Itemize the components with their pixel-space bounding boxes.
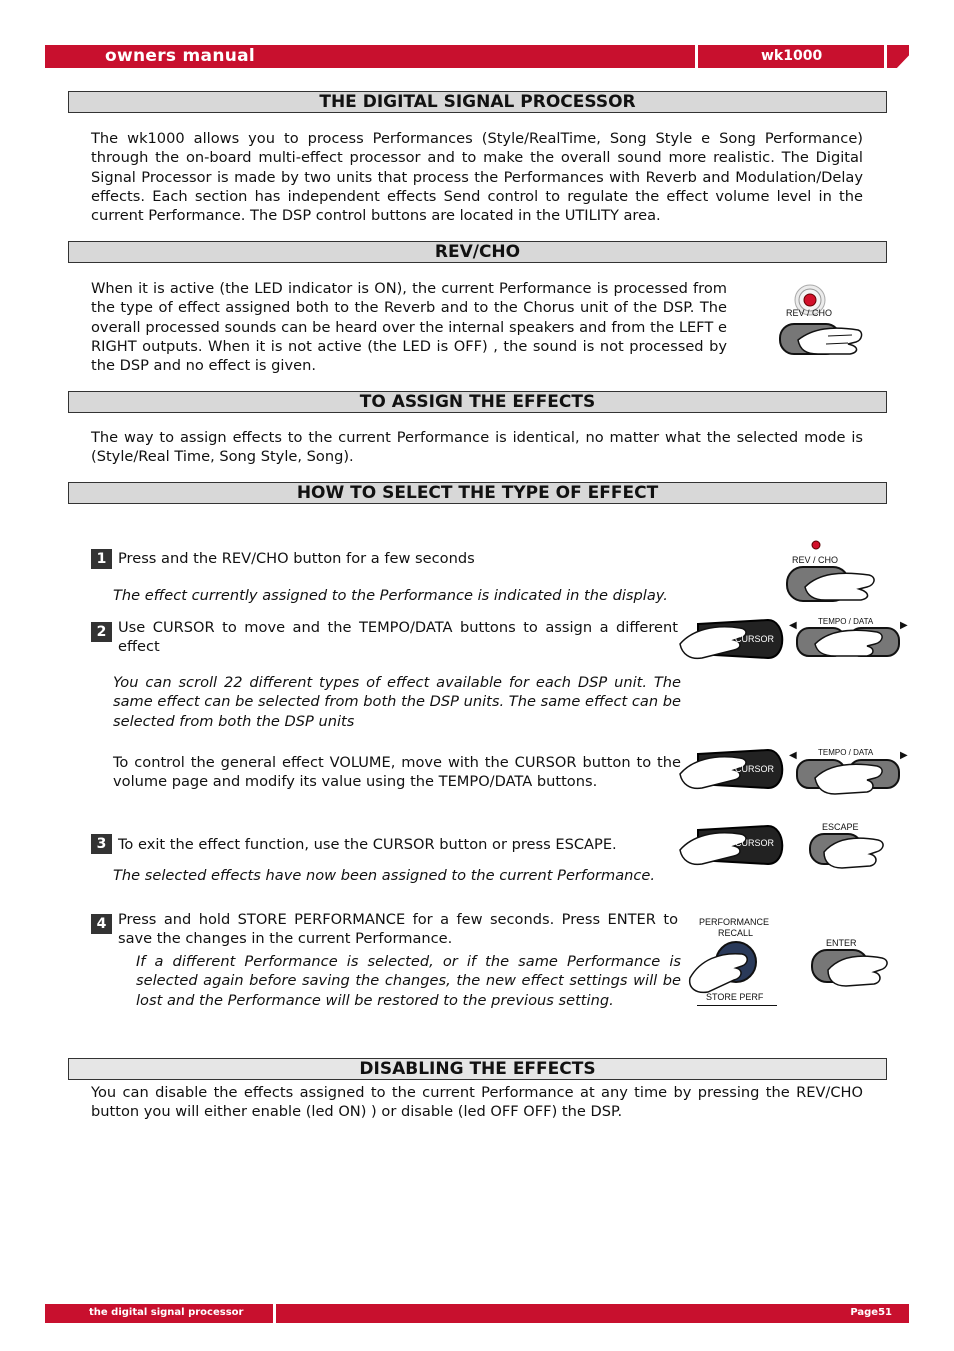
- model-name: wk1000: [761, 48, 823, 64]
- step-number-1: 1: [91, 549, 112, 569]
- tempo-data-label: TEMPO / DATA: [818, 748, 874, 757]
- press-hand-icon: [778, 320, 868, 360]
- footer-page-bar: [276, 1304, 909, 1323]
- step-1-text: Press and the REV/CHO button for a few seconds: [118, 550, 475, 567]
- revcho-press-hand-icon: [785, 565, 881, 605]
- enter-label: ENTER: [826, 938, 857, 948]
- model-bar: [698, 45, 884, 68]
- corner-tab: [887, 45, 909, 68]
- recall-label: RECALL: [718, 928, 754, 938]
- header-bar: [45, 45, 695, 68]
- led-on-icon: [811, 540, 821, 550]
- cursor-label: CURSOR: [735, 634, 775, 644]
- footer-section-label: the digital signal processor: [89, 1307, 244, 1318]
- dsp-intro-text: The wk1000 allows you to process Performances (Style/RealTime, Song Style e Song Performance) through the on-board multi-effect processor and to make the overall sound more realistic. The Digital Signal Processor is made by two units that process the Performances with Reverb and Modulation/Delay effects. Each section has independent effects Send control to regulate the effect volume level in the current Performance. The DSP control buttons are located in the UTILITY area.: [91, 130, 863, 225]
- revcho-label: REV / CHO: [786, 308, 833, 318]
- step-4-note: If a different Performance is selected, or if the same Performance is selected again before saving the changes, the new effect settings will be lost and the Performance will be restored to the previous setting.: [136, 953, 681, 1009]
- tempo-data-label: TEMPO / DATA: [818, 617, 874, 626]
- escape-label: ESCAPE: [822, 822, 859, 832]
- revcho-text: When it is active (the LED indicator is ON), the current Performance is processed from the type of effect assigned both to the Reverb and to the Chorus unit of the DSP. The overall processed sounds can be heard over the internal speakers and from the LEFT e RIGHT outputs. When it is not active (the LED is OFF) , the sound is not processed by the DSP and no effect is given.: [91, 280, 727, 375]
- left-arrow-icon: ◀: [789, 750, 797, 761]
- escape-press-hand-icon: [808, 832, 890, 872]
- tempo-data-press-hand-icon: [795, 626, 903, 660]
- tempo-data-press-hand-icon: [795, 758, 903, 798]
- step-number-4: 4: [91, 914, 112, 934]
- enter-press-hand-icon: [810, 948, 894, 990]
- right-arrow-icon: ▶: [900, 620, 908, 631]
- step-1-note: The effect currently assigned to the Performance is indicated in the display.: [113, 587, 668, 604]
- disable-text: You can disable the effects assigned to the current Performance at any time by pressing the REV/CHO button you will either enable (led ON) ) or disable (led OFF OFF) the DSP.: [91, 1084, 863, 1121]
- step-number-3: 3: [91, 834, 112, 854]
- section-title-disable: DISABLING THE EFFECTS: [68, 1058, 887, 1080]
- performance-press-hand-icon: [686, 938, 766, 996]
- step-2-note: You can scroll 22 different types of effect available for each DSP unit. The same effect can be selected from both the DSP units. The same effect can be selected from both the DSP units: [113, 674, 681, 730]
- section-title-revcho: REV/CHO: [68, 241, 887, 263]
- store-perf-label: STORE PERF: [706, 992, 764, 1002]
- step-3-text: To exit the effect function, use the CURSOR button or press ESCAPE.: [118, 836, 617, 853]
- cursor-label: CURSOR: [735, 838, 775, 848]
- step-2-volume-text: To control the general effect VOLUME, move with the CURSOR button to the volume page and modify its value using the TEMPO/DATA buttons.: [113, 754, 681, 791]
- performance-label: PERFORMANCE: [699, 917, 770, 927]
- step1-revcho-label: REV / CHO: [792, 555, 839, 565]
- step-2-text: Use CURSOR to move and the TEMPO/DATA buttons to assign a different effect: [118, 619, 678, 656]
- step-4-text: Press and hold STORE PERFORMANCE for a few seconds. Press ENTER to save the changes in the current Performance.: [118, 911, 678, 948]
- section-title-dsp: THE DIGITAL SIGNAL PROCESSOR: [68, 91, 887, 113]
- section-title-select: HOW TO SELECT THE TYPE OF EFFECT: [68, 482, 887, 504]
- step-3-note: The selected effects have now been assigned to the current Performance.: [113, 867, 656, 884]
- step-number-2: 2: [91, 622, 112, 642]
- manual-title: owners manual: [105, 46, 256, 66]
- assign-text: The way to assign effects to the current Performance is identical, no matter what the selected mode is (Style/Real Time, Song Style, Song).: [91, 429, 863, 466]
- right-arrow-icon: ▶: [900, 750, 908, 761]
- page-number: Page51: [850, 1307, 892, 1318]
- footer-section-bar: [45, 1304, 273, 1323]
- left-arrow-icon: ◀: [789, 620, 797, 631]
- section-title-assign: TO ASSIGN THE EFFECTS: [68, 391, 887, 413]
- cursor-label: CURSOR: [735, 764, 775, 774]
- store-perf-underline: [697, 1005, 777, 1006]
